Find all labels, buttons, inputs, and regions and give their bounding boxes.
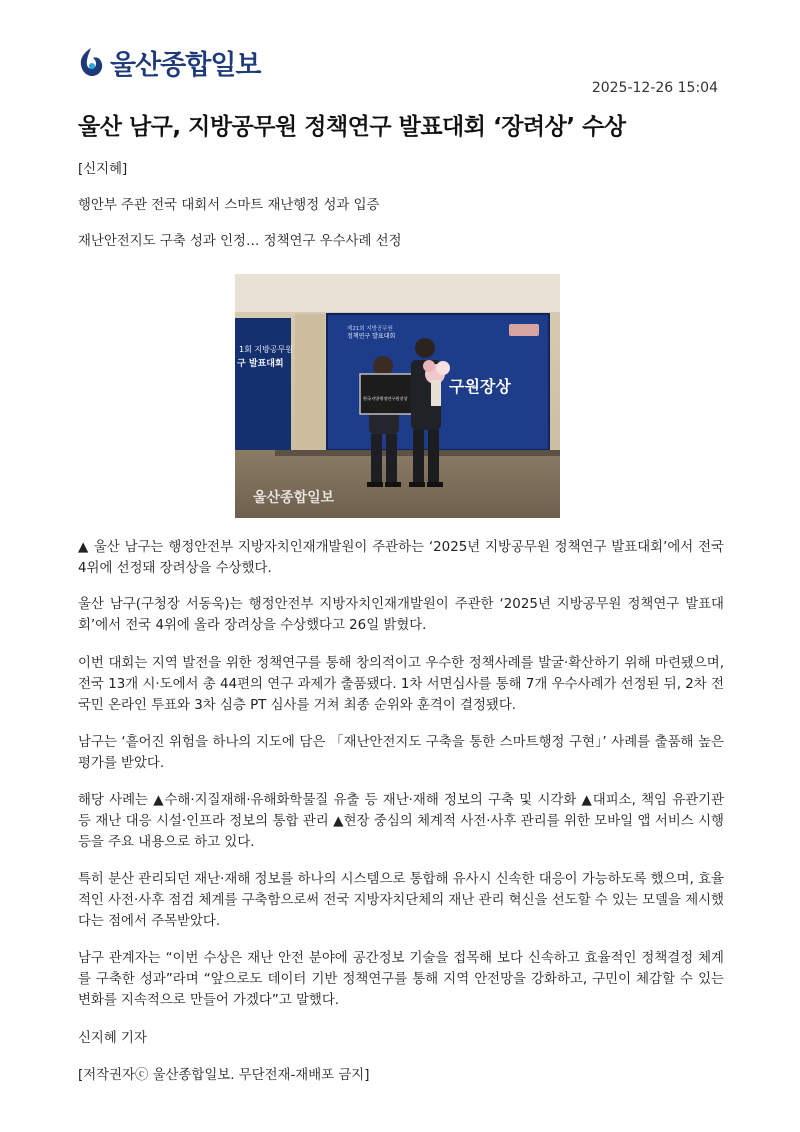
left-banner-line-2: 구 발표대회 [237, 359, 284, 369]
paragraph-2: 이번 대회는 지역 발전을 위한 정책연구를 통해 창의적이고 우수한 정책사례를 발굴·확산하기 위해 마련됐으며, 전국 13개 시·도에서 총 44편의 연구 과제가 출품됐다. 1차 서면심사를 통해 7개 우수사례가 선정된 뒤, 2차 전 국민 온라인 투표와 3차 심층 PT 심사를 거쳐 최종 순위와 훈격이 결정됐다. [78, 656, 724, 713]
byline: [신지혜] [78, 162, 128, 177]
screen-title-1: 제21회 지방공무원 [347, 326, 393, 332]
masthead-logo [78, 44, 261, 80]
plaque-text: 한국지방행정연구원장상 [363, 396, 408, 401]
screen-title-2: 정책연구 발표대회 [347, 333, 396, 340]
brand-name: 울산종합일보 [110, 49, 261, 81]
paragraph-5: 특히 분산 관리되던 재난·재해 정보를 하나의 시스템으로 통합해 유사시 신속한 대응이 가능하도록 했으며, 효율적인 사전·사후 점검 체계를 구축함으로써 전국 지방자치단체의 재난 관리 혁신을 선도할 수 있는 모델을 제시했다는 점에서 주목받았다. [78, 872, 724, 929]
copyright-notice: [저작권자ⓒ 울산종합일보. 무단전재-재배포 금지] [78, 1068, 370, 1083]
right-banner-text: 구원장상 [449, 377, 511, 396]
paragraph-4: 해당 사례는 ▲수해·지질재해·유해화학물질 유출 등 재난·재해 정보의 구축 및 시각화 ▲대피소, 책임 유관기관 등 재난 대응 시설·인프라 정보의 통합 관리 ▲현장 중심의 체계적 사전·사후 관리를 위한 모바일 앱 서비스 시행 등을 주요 내용으로 하고 있다. [78, 793, 724, 850]
left-banner-line-1: 1회 지방공무원 [239, 345, 294, 354]
paragraph-3: 남구는 ‘흩어진 위험을 하나의 지도에 담은 「재난안전지도 구축을 통한 스마트행정 구현」’ 사례를 출품해 높은 평가를 받았다. [78, 735, 724, 771]
reporter-name: 신지혜 기자 [78, 1031, 147, 1046]
paragraph-1: 울산 남구(구청장 서동욱)는 행정안전부 지방자치인재개발원이 주관한 ‘2025년 지방공무원 정책연구 발표대회’에서 전국 4위에 올라 장려상을 수상했다고 26일 밝혔다. [78, 597, 724, 633]
subtitle-2: 재난안전지도 구축 성과 인정… 정책연구 우수사례 선정 [78, 234, 402, 249]
subtitle-1: 행안부 주관 전국 대회서 스마트 재난행정 성과 입증 [78, 198, 380, 213]
logo-icon [78, 47, 104, 77]
article-title: 울산 남구, 지방공무원 정책연구 발표대회 ‘장려상’ 수상 [78, 114, 626, 140]
photo-watermark: 울산종합일보 [253, 490, 335, 506]
paragraph-6: 남구 관계자는 “이번 수상은 재난 안전 분야에 공간정보 기술을 접목해 보다 신속하고 효율적인 정책결정 체계를 구축한 성과”라며 “앞으로도 데이터 기반 정책연구를 통해 지역 안전망을 강화하고, 구민이 체감할 수 있는 변화를 지속적으로 만들어 가겠다”고 말했다. [78, 951, 724, 1008]
article-photo [235, 274, 560, 518]
photo-caption: ▲ 울산 남구는 행정안전부 지방자치인재개발원이 주관하는 ‘2025년 지방공무원 정책연구 발표대회’에서 전국 4위에 선정돼 장려상을 수상했다. [78, 540, 724, 576]
publish-datetime: 2025-12-26 15:04 [591, 80, 718, 96]
